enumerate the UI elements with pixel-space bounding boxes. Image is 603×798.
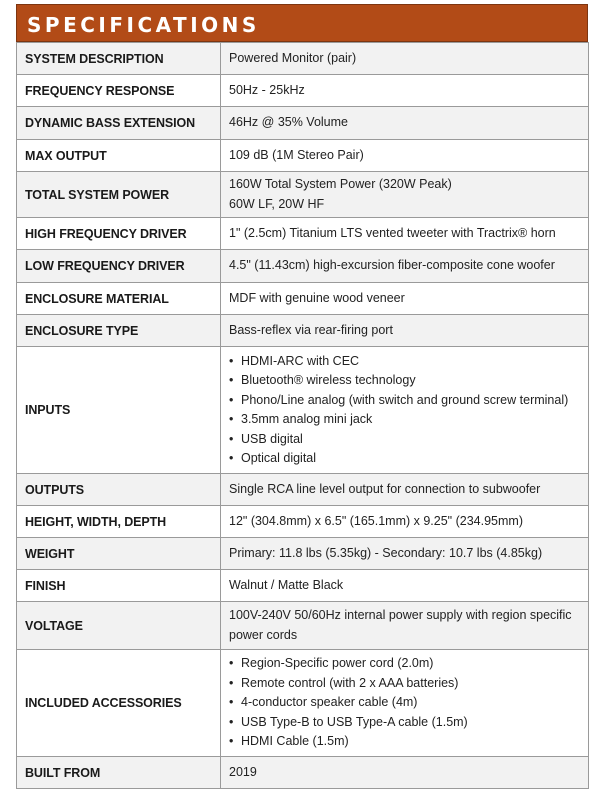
spec-value: 50Hz - 25kHz — [221, 75, 589, 107]
spec-row-total-system-power — [17, 172, 589, 218]
spec-row-weight — [17, 538, 589, 570]
spec-value: MDF with genuine wood veneer — [221, 283, 589, 315]
list-item: • HDMI Cable (1.5m) — [229, 732, 580, 752]
spec-value: 109 dB (1M Stereo Pair) — [221, 140, 589, 172]
spec-row-low-frequency-driver — [17, 250, 589, 283]
list-item: • 4-conductor speaker cable (4m) — [229, 693, 580, 713]
spec-label: MAX OUTPUT — [17, 140, 221, 172]
spec-row-dynamic-bass-extension — [17, 107, 589, 140]
spec-sheet — [16, 4, 588, 789]
spec-label: FREQUENCY RESPONSE — [17, 75, 221, 107]
spec-label: SYSTEM DESCRIPTION — [17, 43, 221, 75]
spec-row-inputs — [17, 347, 589, 474]
list-item: • Remote control (with 2 x AAA batteries) — [229, 674, 580, 694]
list-item: • Phono/Line analog (with switch and ground screw terminal) — [229, 391, 580, 411]
spec-label: INPUTS — [17, 347, 221, 474]
spec-value: 100V-240V 50/60Hz internal power supply with region specific power cords — [221, 602, 589, 650]
list-item: • USB Type-B to USB Type-A cable (1.5m) — [229, 713, 580, 733]
spec-row-high-frequency-driver — [17, 218, 589, 250]
spec-row-dimensions — [17, 506, 589, 538]
spec-value: 2019 — [221, 757, 589, 789]
list-item: • Bluetooth® wireless technology — [229, 371, 580, 391]
spec-label: INCLUDED ACCESSORIES — [17, 650, 221, 757]
spec-row-included-accessories — [17, 650, 589, 757]
spec-label: FINISH — [17, 570, 221, 602]
spec-row-voltage — [17, 602, 589, 650]
spec-row-frequency-response — [17, 75, 589, 107]
spec-row-max-output — [17, 140, 589, 172]
spec-label: WEIGHT — [17, 538, 221, 570]
spec-row-finish — [17, 570, 589, 602]
spec-value: 4.5" (11.43cm) high-excursion fiber-composite cone woofer — [221, 250, 589, 283]
spec-row-built-from — [17, 757, 589, 789]
spec-label: TOTAL SYSTEM POWER — [17, 172, 221, 218]
spec-value — [221, 650, 589, 757]
spec-value: Single RCA line level output for connection to subwoofer — [221, 474, 589, 506]
spec-label: BUILT FROM — [17, 757, 221, 789]
bullet-list — [229, 654, 580, 752]
spec-value — [221, 347, 589, 474]
list-item: • Region-Specific power cord (2.0m) — [229, 654, 580, 674]
spec-value: Walnut / Matte Black — [221, 570, 589, 602]
spec-label: DYNAMIC BASS EXTENSION — [17, 107, 221, 140]
list-item: • HDMI-ARC with CEC — [229, 352, 580, 372]
spec-value: 1" (2.5cm) Titanium LTS vented tweeter with Tractrix® horn — [221, 218, 589, 250]
spec-table — [16, 42, 589, 789]
spec-label: VOLTAGE — [17, 602, 221, 650]
list-item: • 3.5mm analog mini jack — [229, 410, 580, 430]
spec-value: 46Hz @ 35% Volume — [221, 107, 589, 140]
spec-value — [221, 172, 589, 218]
spec-value: 12" (304.8mm) x 6.5" (165.1mm) x 9.25" (234.95mm) — [221, 506, 589, 538]
spec-value-line: 160W Total System Power (320W Peak) — [229, 177, 452, 191]
spec-row-system-description — [17, 43, 589, 75]
spec-label: HEIGHT, WIDTH, DEPTH — [17, 506, 221, 538]
spec-value: Bass-reflex via rear-firing port — [221, 315, 589, 347]
spec-label: ENCLOSURE MATERIAL — [17, 283, 221, 315]
spec-label: OUTPUTS — [17, 474, 221, 506]
spec-value: Powered Monitor (pair) — [221, 43, 589, 75]
section-header: SPECIFICATIONS — [16, 4, 588, 42]
spec-label: LOW FREQUENCY DRIVER — [17, 250, 221, 283]
spec-row-outputs — [17, 474, 589, 506]
spec-value-line: 60W LF, 20W HF — [229, 196, 325, 211]
bullet-list — [229, 352, 580, 469]
list-item: • USB digital — [229, 430, 580, 450]
list-item: • Optical digital — [229, 449, 580, 469]
spec-value: Primary: 11.8 lbs (5.35kg) - Secondary: 10.7 lbs (4.85kg) — [221, 538, 589, 570]
spec-row-enclosure-type — [17, 315, 589, 347]
spec-row-enclosure-material — [17, 283, 589, 315]
spec-label: ENCLOSURE TYPE — [17, 315, 221, 347]
spec-label: HIGH FREQUENCY DRIVER — [17, 218, 221, 250]
